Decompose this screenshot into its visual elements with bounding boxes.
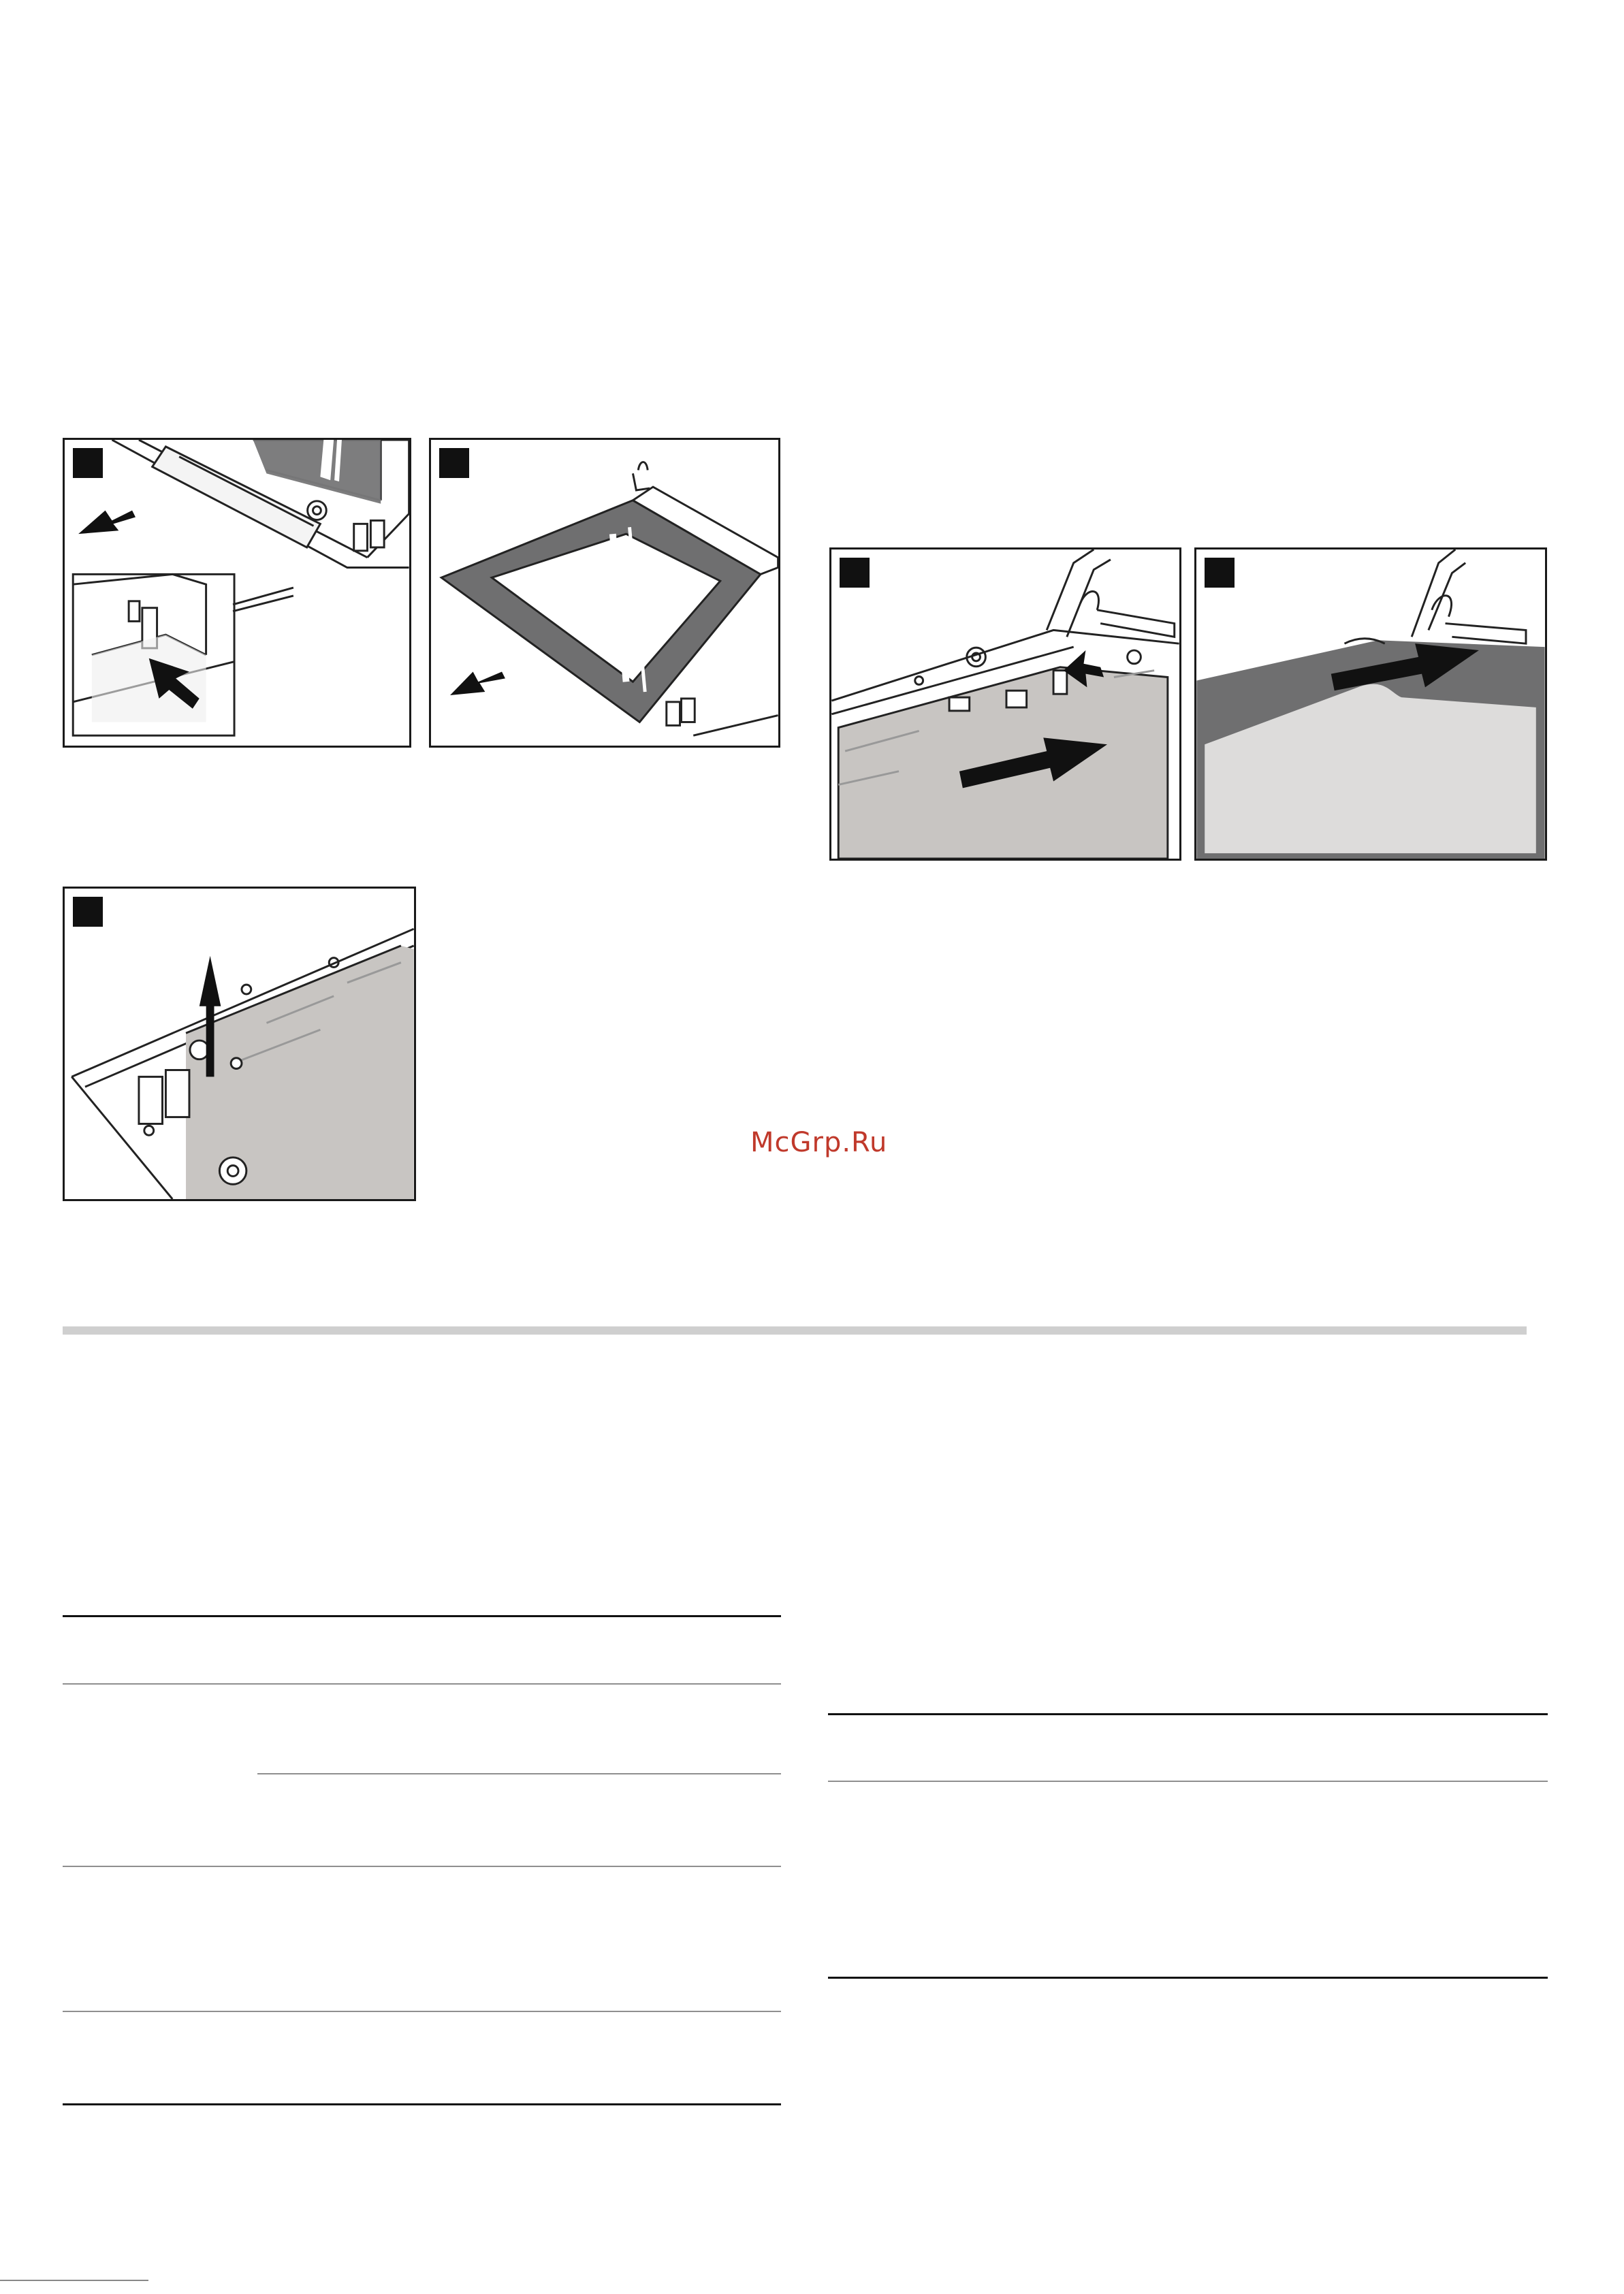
step-panel-push-glass bbox=[1194, 547, 1547, 861]
footer-rule bbox=[0, 2280, 148, 2281]
left-table-header-rule bbox=[63, 1683, 781, 1685]
step-panel-remove-cover bbox=[63, 438, 411, 748]
illustration-lift-glass bbox=[65, 889, 414, 1199]
step-number-marker bbox=[1205, 558, 1235, 588]
left-table-bottom-rule bbox=[63, 2103, 781, 2105]
left-table-row-rule bbox=[63, 1866, 781, 1867]
step-number-marker bbox=[439, 448, 469, 478]
step-panel-pull-glass bbox=[429, 438, 780, 748]
left-table-row-rule bbox=[63, 2011, 781, 2012]
step-number-marker bbox=[840, 558, 870, 588]
step-panel-lift-glass bbox=[63, 887, 416, 1201]
step-number-marker bbox=[73, 448, 103, 478]
illustration-remove-cover bbox=[65, 440, 409, 746]
right-table-bottom-rule bbox=[828, 1977, 1548, 1979]
illustration-push-glass bbox=[1196, 549, 1545, 859]
section-divider bbox=[63, 1326, 1527, 1335]
right-table-header-rule bbox=[828, 1781, 1548, 1782]
step-panel-insert-glass bbox=[829, 547, 1181, 861]
illustration-pull-glass bbox=[431, 440, 778, 746]
right-table-top-rule bbox=[828, 1713, 1548, 1715]
left-table-sub-rule bbox=[257, 1773, 781, 1774]
illustration-insert-glass bbox=[831, 549, 1179, 859]
watermark-text: McGrp.Ru bbox=[750, 1127, 888, 1158]
step-number-marker bbox=[73, 897, 103, 927]
left-table-top-rule bbox=[63, 1615, 781, 1617]
